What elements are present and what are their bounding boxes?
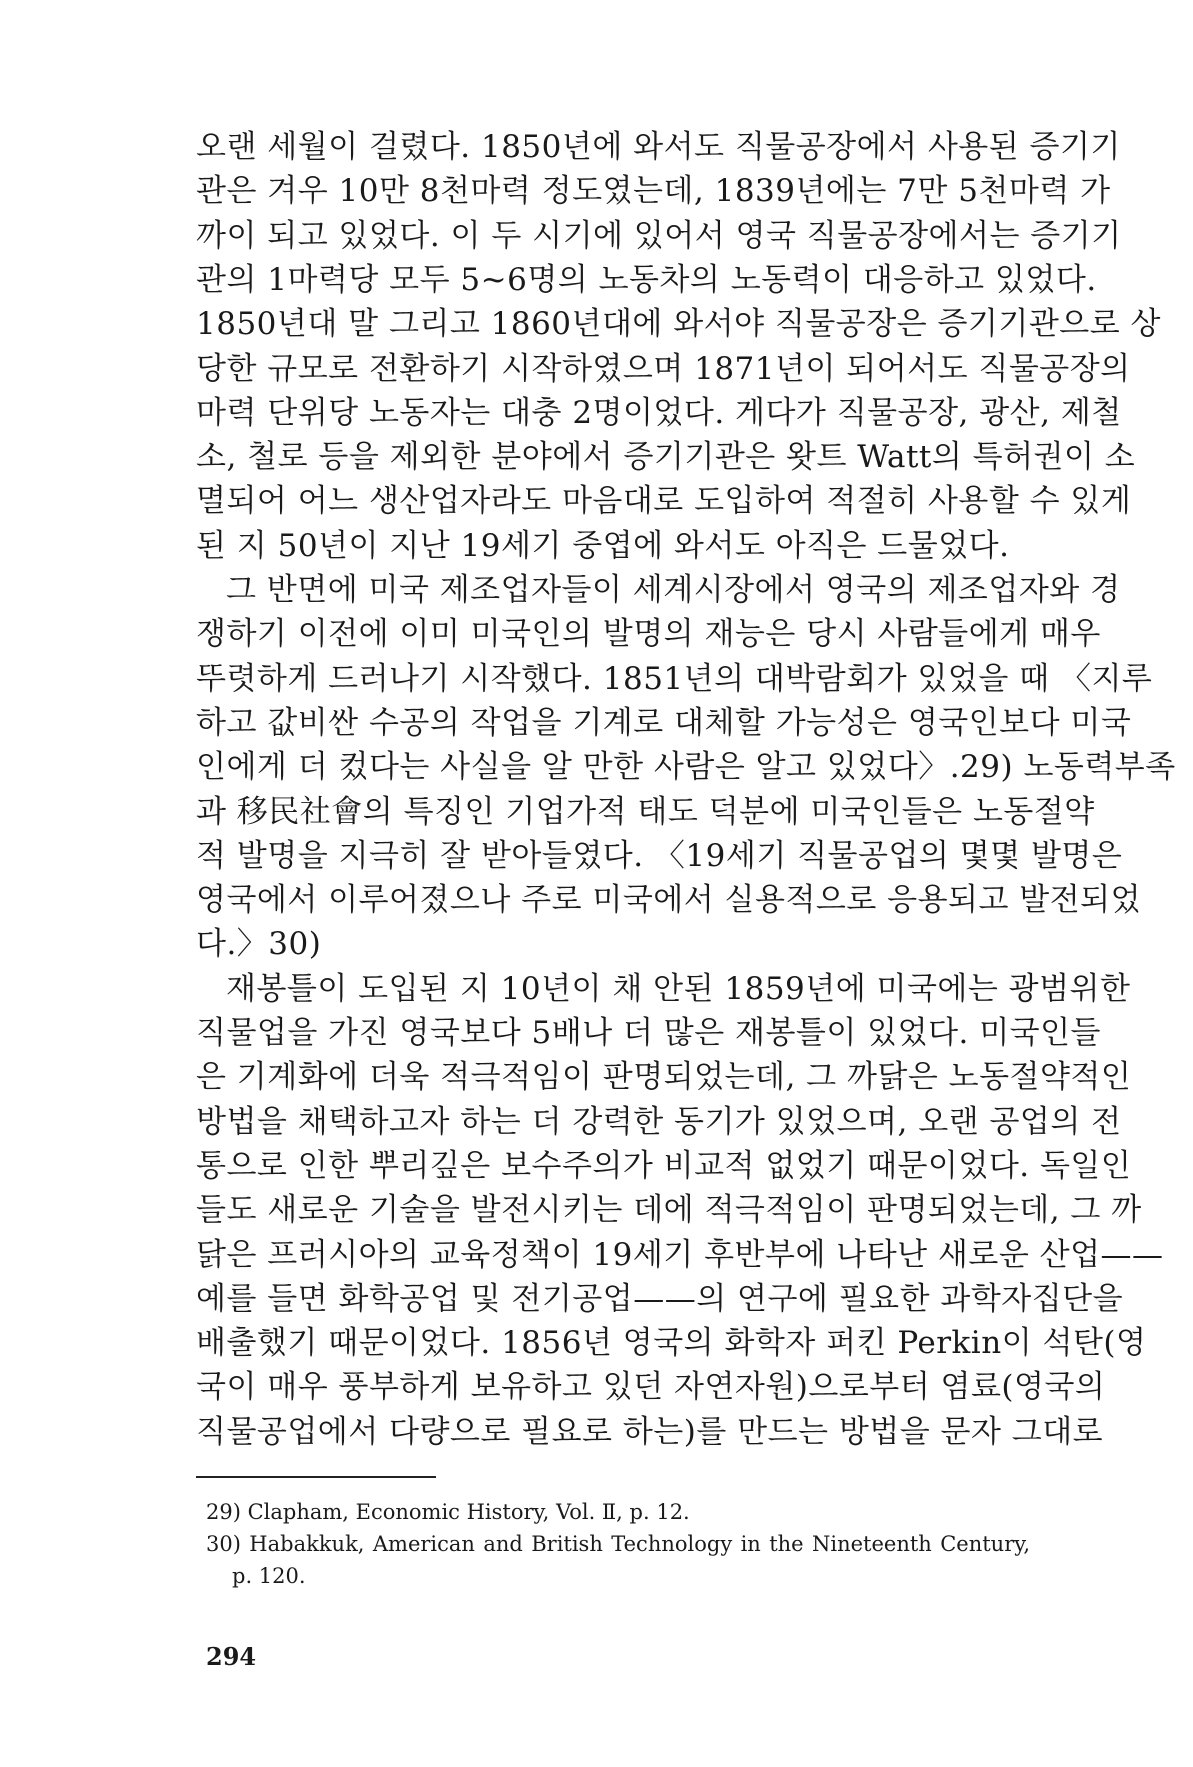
body-line: 국이 매우 풍부하게 보유하고 있던 자연자원)으로부터 염료(영국의 <box>196 1369 1106 1405</box>
body-line: 소, 철로 등을 제외한 분야에서 증기기관은 왓트 Watt의 특허권이 소 <box>196 439 1136 475</box>
body-line: 관의 1마력당 모두 5~6명의 노동차의 노동력이 대응하고 있었다. <box>196 262 1097 298</box>
body-line: 다.〉30) <box>196 926 322 962</box>
body-line: 직물공업에서 다량으로 필요로 하는)를 만드는 방법을 문자 그대로 <box>196 1414 1104 1450</box>
body-line: 관은 겨우 10만 8천마력 정도였는데, 1839년에는 7만 5천마력 가 <box>196 173 1111 209</box>
body-line: 닭은 프러시아의 교육정책이 19세기 후반부에 나타난 새로운 산업—— <box>196 1237 1164 1273</box>
body-line: 당한 규모로 전환하기 시작하였으며 1871년이 되어서도 직물공장의 <box>196 351 1131 387</box>
body-line: 오랜 세월이 걸렸다. 1850년에 와서도 직물공장에서 사용된 증기기 <box>196 129 1121 165</box>
footnote-29: 29) Clapham, Economic History, Vol. Ⅱ, p. 12. <box>206 1500 690 1524</box>
body-line: 까이 되고 있었다. 이 두 시기에 있어서 영국 직물공장에서는 증기기 <box>196 218 1122 254</box>
body-line: 뚜렷하게 드러나기 시작했다. 1851년의 대박람회가 있었을 때 〈지루 <box>196 661 1153 697</box>
body-line: 은 기계화에 더욱 적극적임이 판명되었는데, 그 까닭은 노동절약적인 <box>196 1059 1132 1095</box>
body-line: 인에게 더 컸다는 사실을 알 만한 사람은 알고 있었다〉.29) 노동력부족 <box>196 749 1176 785</box>
footnote-30-continued: p. 120. <box>232 1564 306 1588</box>
body-line: 직물업을 가진 영국보다 5배나 더 많은 재봉틀이 있었다. 미국인들 <box>196 1015 1102 1051</box>
body-line: 영국에서 이루어졌으나 주로 미국에서 실용적으로 응용되고 발전되었 <box>196 882 1142 918</box>
body-line: 하고 값비싼 수공의 작업을 기계로 대체할 가능성은 영국인보다 미국 <box>196 705 1132 741</box>
body-line: 통으로 인한 뿌리깊은 보수주의가 비교적 없었기 때문이었다. 독일인 <box>196 1148 1132 1184</box>
body-line: 과 移民社會의 특징인 기업가적 태도 덕분에 미국인들은 노동절약 <box>196 794 1095 830</box>
body-line: 쟁하기 이전에 이미 미국인의 발명의 재능은 당시 사람들에게 매우 <box>196 616 1101 652</box>
body-line: 그 반면에 미국 제조업자들이 세계시장에서 영국의 제조업자와 경 <box>226 572 1121 608</box>
body-line: 마력 단위당 노동자는 대충 2명이었다. 게다가 직물공장, 광산, 제철 <box>196 395 1122 431</box>
page-number: 294 <box>206 1642 257 1671</box>
body-line: 들도 새로운 기술을 발전시키는 데에 적극적임이 판명되었는데, 그 까 <box>196 1192 1142 1228</box>
body-line: 멸되어 어느 생산업자라도 마음대로 도입하여 적절히 사용할 수 있게 <box>196 483 1132 519</box>
body-line: 예를 들면 화학공업 및 전기공업——의 연구에 필요한 과학자집단을 <box>196 1281 1124 1317</box>
footnote-30: 30) Habakkuk, American and British Technology in the Nineteenth Century, <box>206 1532 1030 1556</box>
body-line: 배출했기 때문이었다. 1856년 영국의 화학자 퍼킨 Perkin이 석탄(영 <box>196 1325 1147 1361</box>
body-line: 적 발명을 지극히 잘 받아들였다. 〈19세기 직물공업의 몇몇 발명은 <box>196 838 1123 874</box>
body-line: 재봉틀이 도입된 지 10년이 채 안된 1859년에 미국에는 광범위한 <box>226 971 1131 1007</box>
footnote-rule <box>196 1476 436 1478</box>
body-line: 방법을 채택하고자 하는 더 강력한 동기가 있었으며, 오랜 공업의 전 <box>196 1104 1122 1140</box>
body-line: 된 지 50년이 지난 19세기 중엽에 와서도 아직은 드물었다. <box>196 528 1010 564</box>
body-line: 1850년대 말 그리고 1860년대에 와서야 직물공장은 증기기관으로 상 <box>196 306 1161 342</box>
